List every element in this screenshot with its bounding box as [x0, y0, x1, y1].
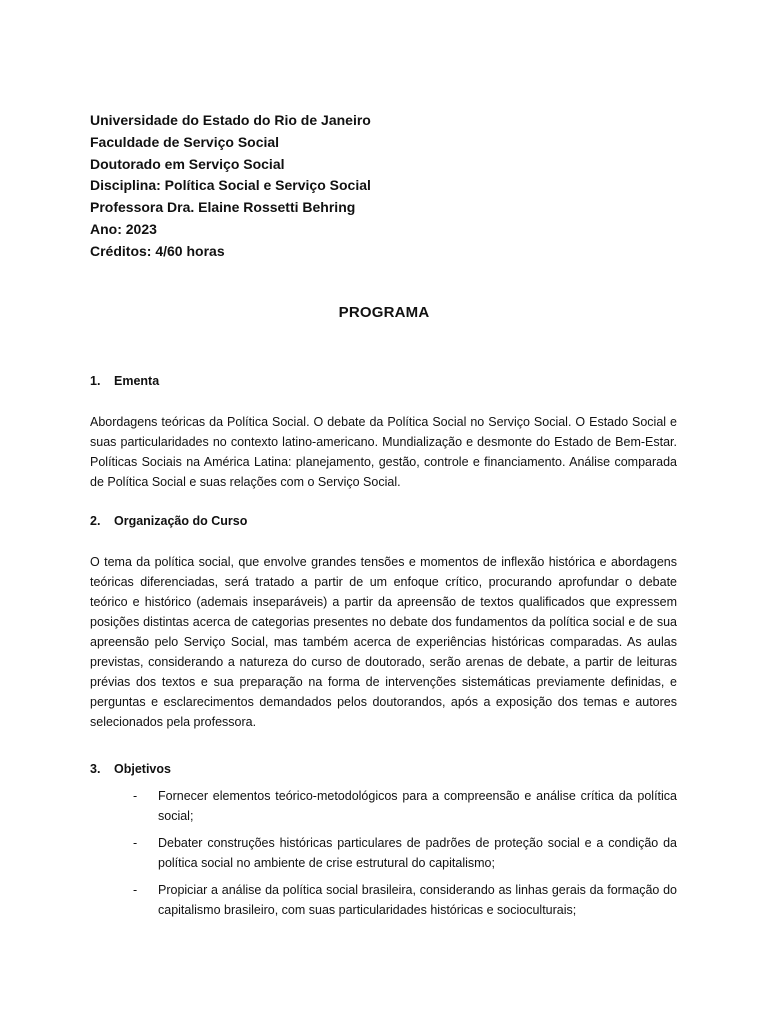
list-item-line: capitalismo brasileiro, com suas particularidades históricas e socioculturais; — [158, 903, 577, 917]
faculty-name: Faculdade de Serviço Social — [90, 133, 280, 150]
list-item-line: política social no ambiente de crise estrutural do capitalismo; — [158, 856, 495, 870]
list-item — [90, 880, 690, 920]
section-number: 2. — [90, 514, 101, 528]
credits: Créditos: 4/60 horas — [90, 242, 225, 259]
section-title: Organização do Curso — [114, 514, 248, 528]
year: Ano: 2023 — [90, 220, 157, 237]
paragraph-line: apreensão pelo Serviço Social, mas também acerca de experiências históricas comparadas. As aulas — [90, 635, 677, 649]
list-item-line: Debater construções históricas particulares de padrões de proteção social e a condição da — [158, 836, 677, 850]
list-item-text — [158, 833, 677, 873]
paragraph-line: prévias dos textos e sua preparação na forma de intervenções sistemáticas previamente definidas, e — [90, 675, 677, 689]
section-title: Ementa — [114, 374, 160, 388]
paragraph-line: Políticas Sociais na América Latina: planejamento, gestão, controle e financiamento. Análise comparada — [90, 455, 677, 469]
paragraph-line: Abordagens teóricas da Política Social. O debate da Política Social no Serviço Social. O Estado Social e — [90, 415, 677, 429]
list-item — [90, 833, 690, 873]
paragraph-line: O tema da política social, que envolve grandes tensões e momentos de inflexão histórica e abordagens — [90, 555, 677, 569]
paragraph-line: teórico e histórico (ademais inseparáveis) a partir da apreensão de textos qualificados que expressem — [90, 595, 677, 609]
list-item-line: Propiciar a análise da política social brasileira, considerando as linhas gerais da formação do — [158, 883, 677, 897]
list-item-text — [158, 786, 677, 826]
university-name: Universidade do Estado do Rio de Janeiro — [90, 112, 371, 128]
paragraph-line: de Política Social e suas relações com o Serviço Social. — [90, 475, 401, 489]
list-item-line: Fornecer elementos teórico-metodológicos para a compreensão e análise crítica da política — [158, 789, 677, 803]
objectives-list — [90, 786, 690, 927]
list-item-text — [158, 880, 677, 920]
section-number: 1. — [90, 374, 101, 388]
bullet-dash: - — [133, 836, 138, 850]
list-item-line: social; — [158, 809, 194, 823]
section-title: Objetivos — [114, 762, 171, 776]
paragraph-line: selecionados pela professora. — [90, 715, 257, 729]
paragraph-line: suas particularidades no contexto latino-americano. Mundialização e desmonte do Estado de Bem-Estar. — [90, 435, 677, 449]
section-number: 3. — [90, 762, 101, 776]
document-header — [90, 110, 690, 263]
program-name: Doutorado em Serviço Social — [90, 155, 285, 172]
paragraph-line: posições distintas acerca de categorias presentes no debate dos fundamentos da política social e de sua — [90, 615, 677, 629]
list-item — [90, 786, 690, 826]
paragraph-line: previstas, considerando a natureza do curso de doutorado, serão arenas de debate, a partir de leituras — [90, 655, 677, 669]
section-heading-organizacao — [90, 514, 247, 528]
bullet-dash: - — [133, 883, 138, 897]
paragraph-line: perguntas e esclarecimentos demandados pelos doutorandos, após a exposição dos temas e autores — [90, 695, 677, 709]
section-paragraph-organizacao — [90, 552, 677, 732]
page-title: PROGRAMA — [338, 304, 430, 321]
section-paragraph-ementa — [90, 412, 677, 492]
paragraph-line: teóricas diferenciadas, será tratado a partir de um enfoque crítico, procurando aprofundar o debate — [90, 575, 677, 589]
section-heading-ementa — [90, 374, 159, 388]
professor-name: Professora Dra. Elaine Rossetti Behring — [90, 199, 356, 216]
bullet-dash: - — [133, 789, 138, 803]
discipline-name: Disciplina: Política Social e Serviço Social — [90, 177, 371, 194]
section-heading-objetivos — [90, 762, 171, 776]
